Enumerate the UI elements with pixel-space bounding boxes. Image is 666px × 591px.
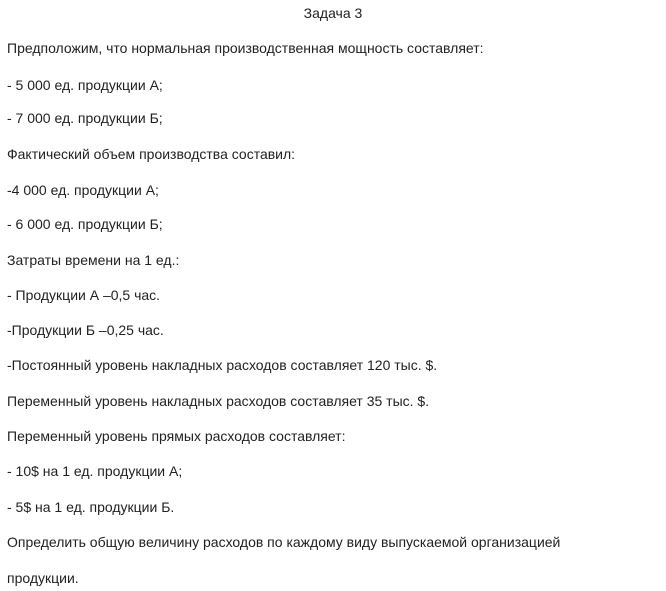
text-line-capacity-a: - 5 000 ед. продукции А;	[7, 77, 163, 93]
text-line-task-question-end: продукции.	[7, 570, 79, 586]
text-line-time-b: -Продукции Б –0,25 час.	[7, 322, 164, 338]
text-line-direct-costs: Переменный уровень прямых расходов составляет:	[7, 428, 346, 444]
text-line-direct-b: - 5$ на 1 ед. продукции Б.	[7, 499, 175, 515]
text-line-actual-a: -4 000 ед. продукции А;	[7, 182, 159, 198]
text-line-time-costs: Затраты времени на 1 ед.:	[7, 252, 180, 268]
text-line-direct-a: - 10$ на 1 ед. продукции А;	[7, 463, 183, 479]
text-line-time-a: - Продукции А –0,5 час.	[7, 287, 161, 303]
text-line-task-question: Определить общую величину расходов по каждому виду выпускаемой организацией	[7, 534, 561, 550]
text-line-fixed-overhead: -Постоянный уровень накладных расходов составляет 120 тыс. $.	[7, 357, 438, 373]
text-line-normal-capacity: Предположим, что нормальная производственная мощность составляет:	[7, 40, 484, 56]
text-line-actual-b: - 6 000 ед. продукции Б;	[7, 216, 163, 232]
text-line-capacity-b: - 7 000 ед. продукции Б;	[7, 110, 163, 126]
task-title: Задача 3	[303, 5, 363, 21]
text-line-variable-overhead: Переменный уровень накладных расходов составляет 35 тыс. $.	[7, 393, 430, 409]
text-line-actual-volume: Фактический объем производства составил:	[7, 146, 296, 162]
